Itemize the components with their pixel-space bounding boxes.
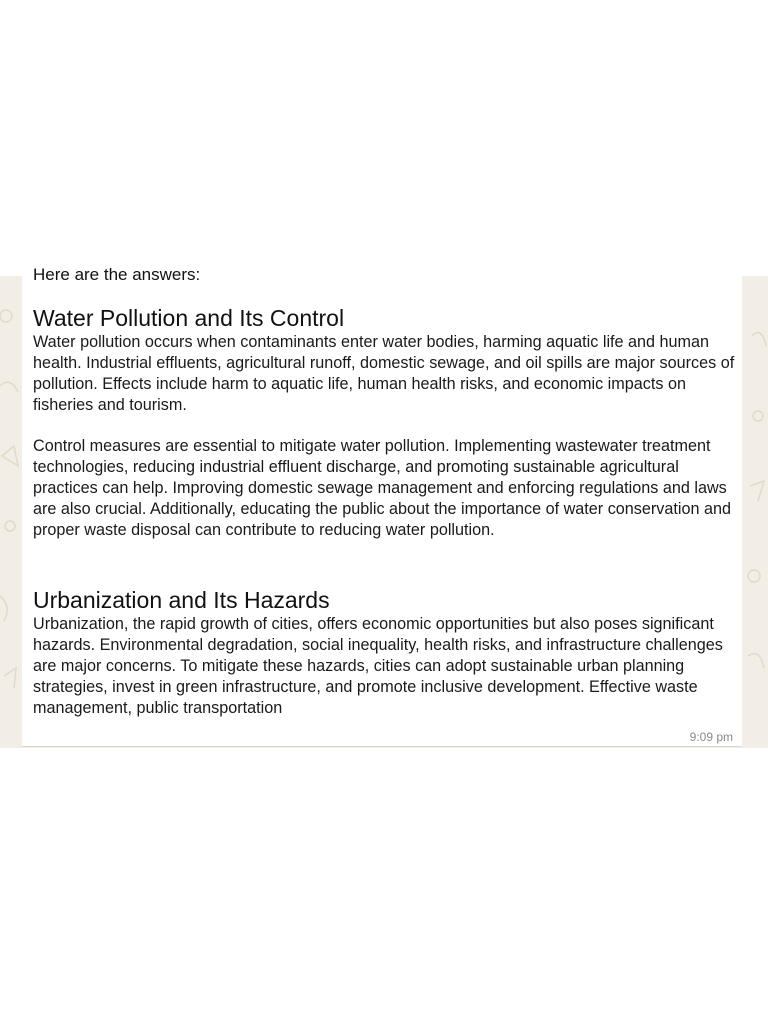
message-bubble[interactable] xyxy=(22,265,742,747)
chat-background xyxy=(0,265,768,748)
section-urbanization xyxy=(33,586,737,719)
section-water-pollution xyxy=(33,304,737,541)
message-timestamp: 9:09 pm xyxy=(689,730,733,744)
intro-text: Here are the answers: xyxy=(33,265,201,284)
chat-wallpaper-doodle-icon xyxy=(746,276,768,748)
paragraph: Water pollution occurs when contaminants enter water bodies, harming aquatic life and human health. Industrial effluents, agricultural runoff, domestic sewage, and oil spills are major sources of pollution. Effects include harm to aquatic life, human health risks, and economic impacts on fisheries and tourism. xyxy=(33,333,735,414)
section-title: Urbanization and Its Hazards xyxy=(33,587,330,613)
paragraph: Urbanization, the rapid growth of cities, offers economic opportunities but also poses significant hazards. Environmental degradation, social inequality, health risks, and infrastructure challenges are major concerns. To mitigate these hazards, cities can adopt sustainable urban planning strategies, invest in green infrastructure, and promote inclusive development. Effective waste management, public transportation xyxy=(33,615,723,717)
section-title: Water Pollution and Its Control xyxy=(33,305,345,331)
paragraph: Control measures are essential to mitigate water pollution. Implementing wastewater treatment technologies, reducing industrial effluent discharge, and promoting sustainable agricultural practices can help. Improving domestic sewage management and enforcing regulations and laws are also crucial. Additionally, educating the public about the importance of water conservation and proper waste disposal can contribute to reducing water pollution. xyxy=(33,437,731,539)
chat-wallpaper-doodle-icon xyxy=(0,276,22,748)
